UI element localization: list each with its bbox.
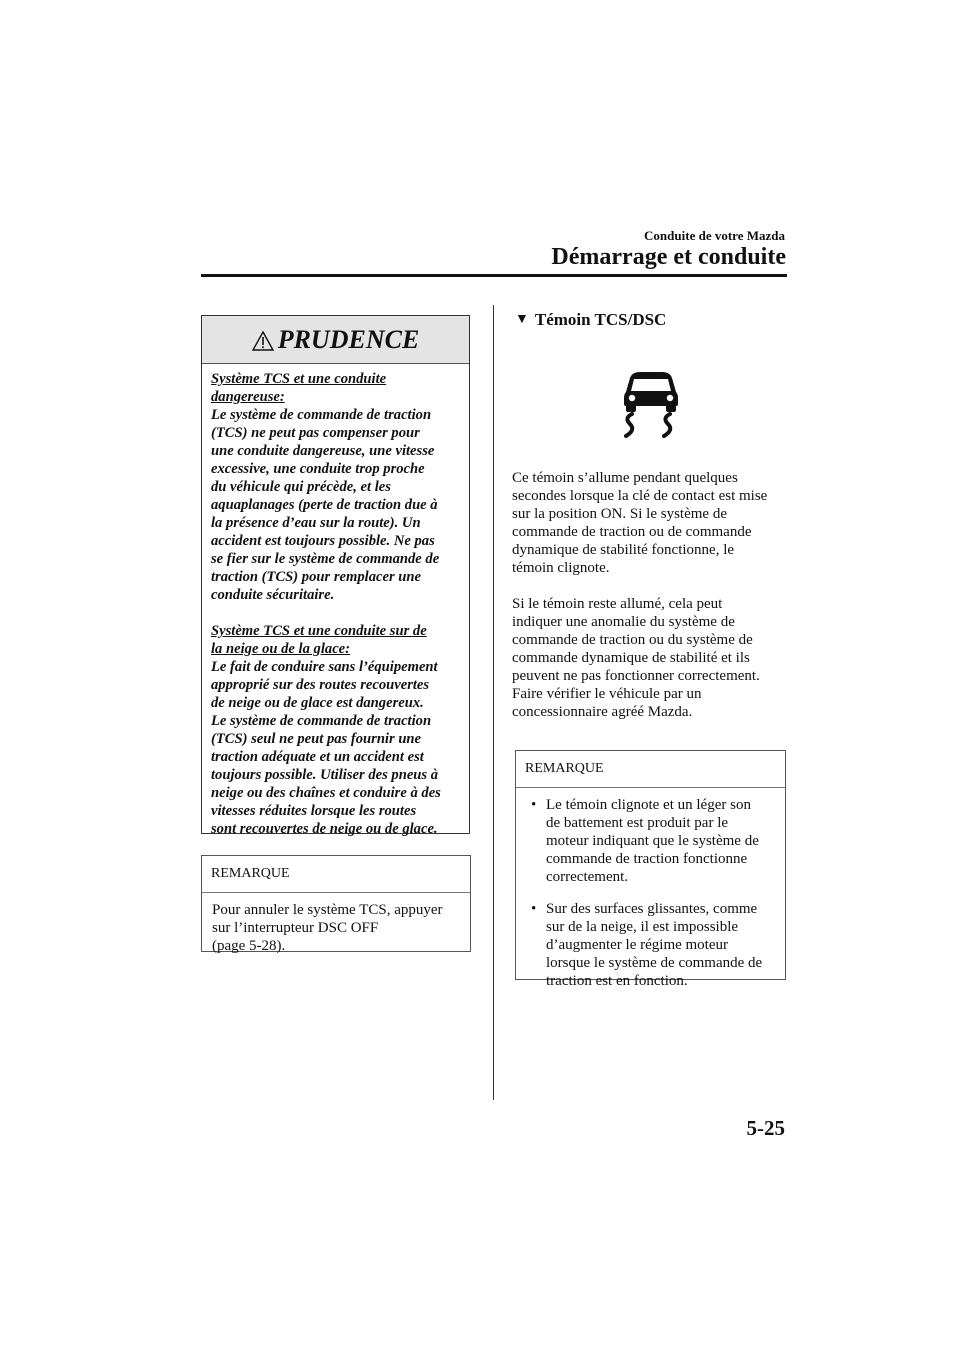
caution-subheading: Système TCS et une conduite — [211, 371, 387, 387]
bullet-icon: • — [531, 901, 537, 917]
caution-line: se fier sur le système de commande de — [211, 551, 440, 567]
paragraph-line: témoin clignote. — [512, 560, 610, 576]
paragraph-line: Faire vérifier le véhicule par un — [512, 686, 702, 702]
note-line: sur l’interrupteur DSC OFF — [212, 920, 379, 936]
chapter-label: Conduite de votre Mazda — [644, 228, 785, 243]
note-line: Pour annuler le système TCS, appuyer — [212, 902, 443, 918]
paragraph-line: secondes lorsque la clé de contact est mise — [512, 488, 768, 504]
caution-line: aquaplanages (perte de traction due à — [211, 497, 438, 513]
caution-line: (TCS) ne peut pas compenser pour — [211, 425, 420, 441]
caution-line: une conduite dangereuse, une vitesse — [211, 443, 435, 459]
note-list — [516, 788, 785, 990]
list-line: correctement. — [546, 869, 629, 885]
column-divider — [493, 305, 494, 1100]
caution-line: (TCS) seul ne peut pas fournir une — [211, 731, 422, 747]
caution-line: traction adéquate et un accident est — [211, 749, 424, 765]
section-marker-icon: ▼ — [515, 312, 529, 327]
paragraph-line: dynamique de stabilité fonctionne, le — [512, 542, 735, 558]
caution-header — [202, 316, 469, 364]
caution-line: du véhicule qui précède, et les — [211, 479, 391, 495]
header-rule — [201, 274, 787, 277]
caution-line: Le système de commande de traction — [211, 713, 432, 729]
caution-line: Le fait de conduire sans l’équipement — [211, 659, 438, 675]
paragraph-line: commande de traction ou du système de — [512, 632, 753, 648]
caution-line: approprié sur des routes recouvertes — [211, 677, 430, 693]
caution-line: de neige ou de glace est dangereux. — [211, 695, 424, 711]
bullet-icon: • — [531, 797, 537, 813]
caution-line: neige ou des chaînes et conduire à des — [211, 785, 441, 801]
paragraph-malfunction — [512, 595, 788, 721]
caution-line: la présence d’eau sur la route). Un — [211, 515, 421, 531]
list-line: de battement est produit par le — [546, 815, 729, 831]
list-line: Sur des surfaces glissantes, comme — [546, 901, 758, 917]
note-heading: REMARQUE — [516, 751, 785, 788]
caution-box — [201, 315, 470, 837]
note-text — [202, 893, 470, 955]
paragraph-indicator-description — [512, 469, 788, 577]
paragraph-line: commande de traction ou de commande — [512, 524, 752, 540]
list-line: Le témoin clignote et un léger son — [546, 797, 751, 813]
list-line: lorsque le système de commande de — [546, 955, 763, 971]
warning-triangle-icon — [252, 331, 274, 351]
note-box-tcs-off — [201, 855, 471, 952]
list-line: commande de traction fonctionne — [546, 851, 748, 867]
list-line: d’augmenter le régime moteur — [546, 937, 729, 953]
list-item — [526, 796, 779, 886]
paragraph-line: concessionnaire agréé Mazda. — [512, 704, 693, 720]
caution-line: traction (TCS) pour remplacer une — [211, 569, 421, 585]
list-item — [526, 900, 779, 990]
section-heading — [515, 310, 666, 330]
section-heading-text: Témoin TCS/DSC — [534, 310, 667, 329]
caution-body — [202, 364, 469, 838]
caution-line: sont recouvertes de neige ou de glace. — [211, 821, 438, 837]
paragraph-line: indiquer une anomalie du système de — [512, 614, 735, 630]
caution-line: conduite sécuritaire. — [211, 587, 335, 603]
page-number: 5-25 — [746, 1116, 785, 1140]
list-line: sur de la neige, il est impossible — [546, 919, 739, 935]
caution-line: toujours possible. Utiliser des pneus à — [211, 767, 439, 783]
caution-line: vitesses réduites lorsque les routes — [211, 803, 417, 819]
paragraph-line: Ce témoin s’allume pendant quelques — [512, 470, 738, 486]
caution-subheading: dangereuse: — [211, 389, 285, 405]
note-box-indicator — [515, 750, 786, 989]
paragraph-line: Si le témoin reste allumé, cela peut — [512, 596, 723, 612]
caution-line: excessive, une conduite trop proche — [211, 461, 425, 477]
list-line: moteur indiquant que le système de — [546, 833, 759, 849]
tcs-dsc-warning-icon — [620, 370, 682, 438]
section-title: Démarrage et conduite — [551, 244, 786, 270]
list-line: traction est en fonction. — [546, 973, 688, 989]
caution-subheading: Système TCS et une conduite sur de — [211, 623, 427, 639]
caution-title: PRUDENCE — [277, 324, 420, 354]
paragraph-line: sur la position ON. Si le système de — [512, 506, 727, 522]
note-line: (page 5-28). — [212, 938, 286, 954]
caution-subheading: la neige ou de la glace: — [211, 641, 351, 657]
caution-line: Le système de commande de traction — [211, 407, 432, 423]
paragraph-line: peuvent ne pas fonctionner correctement. — [512, 668, 760, 684]
note-heading: REMARQUE — [202, 856, 470, 893]
caution-line: accident est toujours possible. Ne pas — [211, 533, 435, 549]
paragraph-line: commande dynamique de stabilité et ils — [512, 650, 750, 666]
